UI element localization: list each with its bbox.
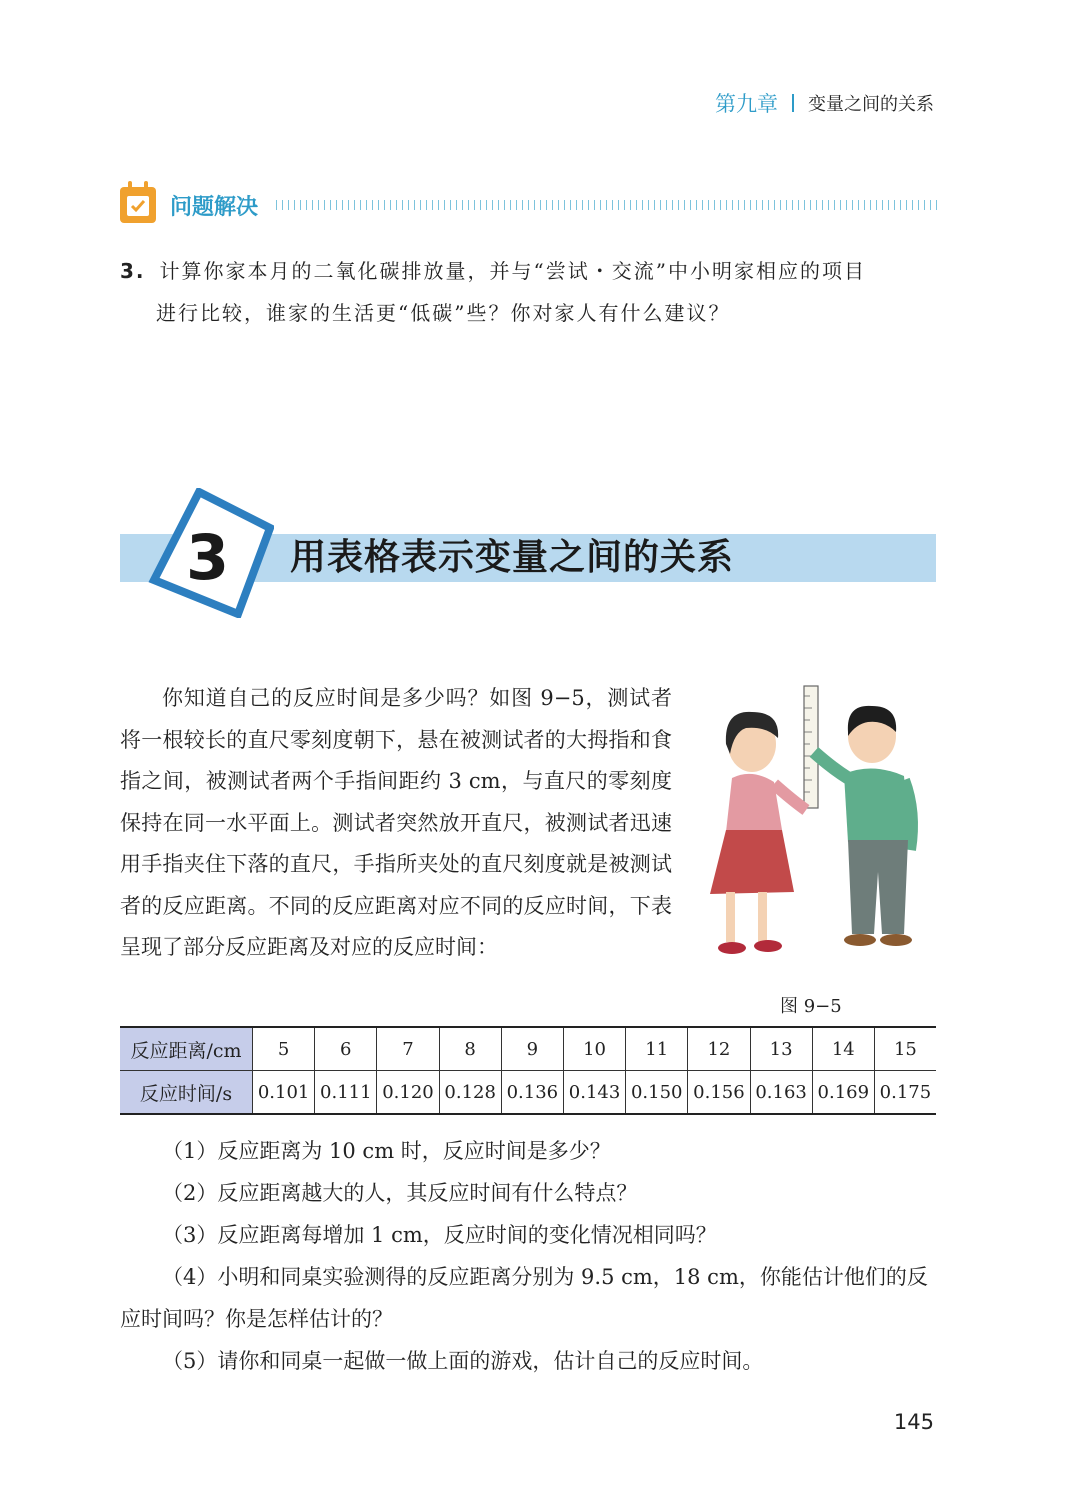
header-divider — [792, 94, 794, 112]
time-cell: 0.150 — [626, 1071, 688, 1115]
time-cell: 0.101 — [253, 1071, 315, 1115]
question-item: （1）反应距离为 10 cm 时，反应时间是多少？ — [162, 1139, 611, 1163]
intro-text: 你知道自己的反应时间是多少吗？如图 9−5，测试者将一根较长的直尺零刻度朝下，悬在被测试者的大拇指和食指之间，被测试者两个手指间距约 3 cm，与直尺的零刻度保持在同一水平面上。测试者突然放开直尺，被测试者迅速用手指夹住下落的直尺，手指所夹处的直尺刻度就是被测试者的反应距离。不同的反应距离对应不同的反应时间，下表呈现了部分反应距离及对应的反应时间： — [120, 686, 672, 959]
time-cell: 0.111 — [315, 1071, 377, 1115]
table-row — [120, 1071, 936, 1115]
problem-line-2: 进行比较，谁家的生活更“低碳”些？你对家人有什么建议？ — [156, 301, 731, 325]
time-cell: 0.136 — [501, 1071, 563, 1115]
problem-3 — [120, 250, 940, 334]
problem-solving-header — [120, 184, 938, 226]
distance-cell: 13 — [750, 1027, 812, 1071]
lesson-title: 用表格表示变量之间的关系 — [290, 537, 735, 578]
section-label: 问题解决 — [170, 194, 259, 220]
question-item: （3）反应距离每增加 1 cm，反应时间的变化情况相同吗？ — [162, 1223, 717, 1247]
problem-number: 3. — [120, 259, 146, 283]
time-cell: 0.163 — [750, 1071, 812, 1115]
reaction-test-illustration — [696, 682, 926, 982]
lesson-number: 3 — [186, 521, 230, 594]
question-item: （5）请你和同桌一起做一做上面的游戏，估计自己的反应时间。 — [162, 1349, 764, 1373]
page-number: 145 — [893, 1410, 934, 1434]
distance-cell: 15 — [874, 1027, 936, 1071]
reaction-table — [120, 1026, 936, 1115]
distance-cell: 8 — [439, 1027, 501, 1071]
row-header-distance: 反应距离/cm — [120, 1027, 253, 1071]
time-cell: 0.169 — [812, 1071, 874, 1115]
distance-cell: 14 — [812, 1027, 874, 1071]
intro-paragraph — [120, 678, 672, 969]
table-row — [120, 1027, 936, 1071]
time-cell: 0.156 — [688, 1071, 750, 1115]
dotted-rule — [276, 200, 938, 210]
row-header-time: 反应时间/s — [120, 1071, 253, 1115]
chapter-title: 变量之间的关系 — [808, 94, 934, 115]
time-cell: 0.128 — [439, 1071, 501, 1115]
distance-cell: 10 — [563, 1027, 625, 1071]
time-cell: 0.120 — [377, 1071, 439, 1115]
question-item: （2）反应距离越大的人，其反应时间有什么特点？ — [162, 1181, 638, 1205]
distance-cell: 6 — [315, 1027, 377, 1071]
problem-line-1: 计算你家本月的二氧化碳排放量，并与“尝试・交流”中小明家相应的项目 — [159, 259, 866, 283]
figure-caption: 图 9−5 — [780, 996, 842, 1017]
time-cell: 0.143 — [563, 1071, 625, 1115]
checklist-icon — [120, 187, 156, 223]
question-item: （4）小明和同桌实验测得的反应距离分别为 9.5 cm，18 cm，你能估计他们的反应时间吗？你是怎样估计的？ — [120, 1265, 928, 1331]
distance-cell: 12 — [688, 1027, 750, 1071]
distance-cell: 5 — [253, 1027, 315, 1071]
distance-cell: 11 — [626, 1027, 688, 1071]
time-cell: 0.175 — [874, 1071, 936, 1115]
chapter-label: 第九章 — [715, 92, 778, 116]
distance-cell: 9 — [501, 1027, 563, 1071]
running-header — [715, 88, 934, 118]
distance-cell: 7 — [377, 1027, 439, 1071]
question-list — [120, 1130, 936, 1382]
